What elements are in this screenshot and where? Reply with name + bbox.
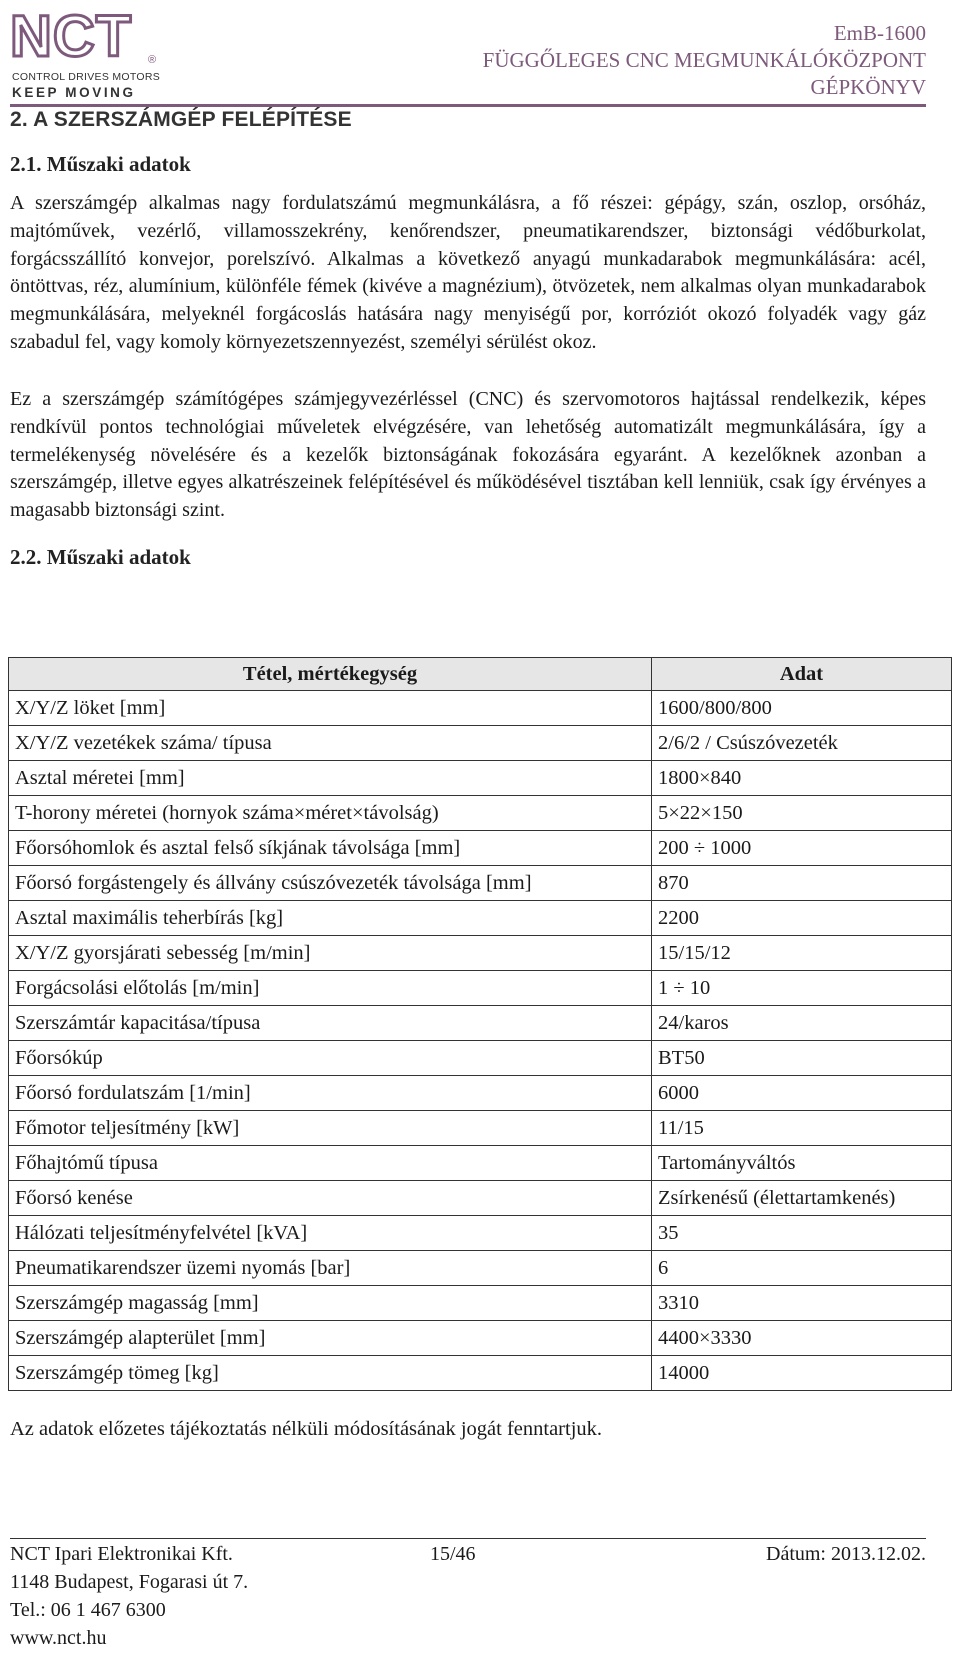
spec-item-cell: Főorsóhomlok és asztal felső síkjának távolsága [mm] [9, 831, 652, 866]
logo-slogan: KEEP MOVING [12, 85, 136, 100]
spec-item-cell: Szerszámgép alapterület [mm] [9, 1321, 652, 1356]
subsection-title-1: 2.1. Műszaki adatok [10, 152, 191, 176]
spec-value-cell: 6 [652, 1251, 952, 1286]
table-row [9, 1321, 952, 1356]
spec-value-cell: 3310 [652, 1286, 952, 1321]
model-number: EmB-1600 [833, 21, 926, 45]
spec-value-cell: 24/karos [652, 1006, 952, 1041]
spec-value-cell: 2/6/2 / Csúszóvezeték [652, 726, 952, 761]
spec-item-cell: Hálózati teljesítményfelvétel [kVA] [9, 1216, 652, 1251]
spec-item-cell: Szerszámgép magasság [mm] [9, 1286, 652, 1321]
footer-date: Dátum: 2013.12.02. [766, 1543, 926, 1565]
spec-value-cell: BT50 [652, 1041, 952, 1076]
header-divider [10, 104, 926, 107]
footer-company-block [10, 1540, 248, 1652]
spec-value-cell: 14000 [652, 1356, 952, 1391]
spec-item-cell: X/Y/Z vezetékek száma/ típusa [9, 726, 652, 761]
spec-item-cell: Főhajtómű típusa [9, 1146, 652, 1181]
section-title: 2. A SZERSZÁMGÉP FELÉPÍTÉSE [10, 108, 352, 131]
table-row [9, 1181, 952, 1216]
table-row [9, 866, 952, 901]
spec-value-cell: 11/15 [652, 1111, 952, 1146]
page-number: 15/46 [430, 1543, 476, 1565]
disclaimer-note: Az adatok előzetes tájékoztatás nélküli módosításának jogát fenntartjuk. [10, 1418, 603, 1440]
logo-tagline: CONTROL DRIVES MOTORS [12, 71, 161, 83]
logo-wordmark: NCT [10, 4, 133, 69]
spec-item-cell: X/Y/Z löket [mm] [9, 691, 652, 726]
table-row [9, 1356, 952, 1391]
table-row [9, 936, 952, 971]
table-row [9, 691, 952, 726]
spec-value-cell: Zsírkenésű (élettartamkenés) [652, 1181, 952, 1216]
technical-data-table [8, 657, 952, 1391]
spec-value-cell: 5×22×150 [652, 796, 952, 831]
spec-item-cell: Pneumatikarendszer üzemi nyomás [bar] [9, 1251, 652, 1286]
column-header-value: Adat [652, 658, 952, 691]
paragraph-2: Ez a szerszámgép számítógépes számjegyvezérléssel (CNC) és szervomotoros hajtással rendelkezik, képes rendkívül pontos technológiai műveletek elvégzésére, van lehetőség automatizált megmunkálására, így a termelékenység növelésére és a kezelők biztonságának fokozására egyaránt. A kezelőknek azonban a szerszámgép, illetve egyes alkatrészeinek felépítésével és működésével tisztában kell lenniük, csak így érvényes a magasabb biztonsági szint. [10, 388, 926, 522]
table-header-row [9, 658, 952, 691]
table-row [9, 796, 952, 831]
table-row [9, 1286, 952, 1321]
table-row [9, 726, 952, 761]
spec-value-cell: 2200 [652, 901, 952, 936]
footer-website[interactable]: www.nct.hu [10, 1627, 107, 1649]
spec-item-cell: Asztal méretei [mm] [9, 761, 652, 796]
document-header [483, 20, 926, 101]
spec-item-cell: Főorsó fordulatszám [1/min] [9, 1076, 652, 1111]
spec-item-cell: Forgácsolási előtolás [m/min] [9, 971, 652, 1006]
footer-phone: Tel.: 06 1 467 6300 [10, 1599, 166, 1621]
spec-item-cell: Asztal maximális teherbírás [kg] [9, 901, 652, 936]
table-row [9, 1076, 952, 1111]
table-row [9, 831, 952, 866]
document-type: GÉPKÖNYV [810, 75, 926, 99]
table-row [9, 1006, 952, 1041]
table-row [9, 1111, 952, 1146]
paragraph-1: A szerszámgép alkalmas nagy fordulatszámú megmunkálásra, a fő részei: gépágy, szán, oszlop, orsóház, majtóművek, vezérlő, villamosszekrény, kenőrendszer, pneumatikarendszer, biztonsági védőburkolat, forgácsszállító konvejor, porelszívó. Alkalmas a következő anyagú munkadarabok megmunkálására: acél, öntöttvas, réz, alumínium, különféle fémek (kivéve a magnézium), ötvözetek, nem alkalmas olyan munkadarabok megmunkálására, melyeknél forgácoslás hatására nagy menyiségű por, korróziót okozó folyadék vagy gáz szabadul fel, vagy komoly környezetszennyezést, személyi sérülést okoz. [10, 192, 926, 353]
table-row [9, 971, 952, 1006]
table-row [9, 1041, 952, 1076]
spec-item-cell: Szerszámgép tömeg [kg] [9, 1356, 652, 1391]
spec-value-cell: Tartományváltós [652, 1146, 952, 1181]
machine-type: FÜGGŐLEGES CNC MEGMUNKÁLÓKÖZPONT [482, 48, 926, 72]
subsection-title-2: 2.2. Műszaki adatok [10, 545, 191, 569]
spec-item-cell: Főmotor teljesítmény [kW] [9, 1111, 652, 1146]
spec-item-cell: Főorsó forgástengely és állvány csúszóvezeték távolsága [mm] [9, 866, 652, 901]
spec-value-cell: 4400×3330 [652, 1321, 952, 1356]
spec-value-cell: 1800×840 [652, 761, 952, 796]
spec-item-cell: X/Y/Z gyorsjárati sebesség [m/min] [9, 936, 652, 971]
spec-value-cell: 200 ÷ 1000 [652, 831, 952, 866]
spec-item-cell: Főorsókúp [9, 1041, 652, 1076]
spec-item-cell: T-horony méretei (hornyok száma×méret×távolság) [9, 796, 652, 831]
registered-mark: ® [148, 54, 157, 66]
spec-value-cell: 6000 [652, 1076, 952, 1111]
spec-item-cell: Szerszámtár kapacitása/típusa [9, 1006, 652, 1041]
spec-value-cell: 35 [652, 1216, 952, 1251]
table-row [9, 761, 952, 796]
column-header-item: Tétel, mértékegység [9, 658, 652, 691]
table-row [9, 901, 952, 936]
table-row [9, 1251, 952, 1286]
spec-value-cell: 1600/800/800 [652, 691, 952, 726]
spec-value-cell: 870 [652, 866, 952, 901]
spec-item-cell: Főorsó kenése [9, 1181, 652, 1216]
footer-address: 1148 Budapest, Fogarasi út 7. [10, 1571, 249, 1593]
table-body [9, 691, 952, 1391]
spec-value-cell: 15/15/12 [652, 936, 952, 971]
spec-value-cell: 1 ÷ 10 [652, 971, 952, 1006]
footer-divider [10, 1538, 926, 1539]
footer-company: NCT Ipari Elektronikai Kft. [10, 1543, 233, 1565]
table-row [9, 1146, 952, 1181]
nct-logo [10, 4, 161, 100]
table-row [9, 1216, 952, 1251]
